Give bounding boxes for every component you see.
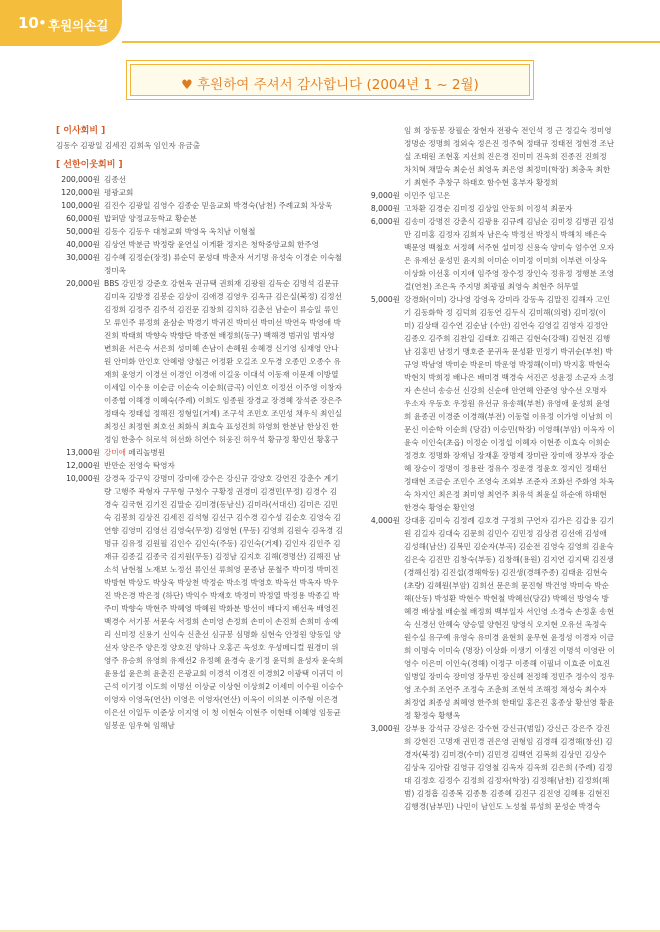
- donor-names: 강부용 강석규 강성은 강수현 강신규(범일) 강신근 강은주 강진희 강현진 고명재 권민경 권은영 권형임 김경해 김경해(창선) 김경자(북정) 김미경(수미) 김민경 김백연 김복희 김상민 김상수 김상옥 김아람 김영규 김영철 김옥자 김옥희 김은희 (주례) 김정대 김정호 김정수 김정희 김정자(학장) 김정해(남천) 김정희(해범) 김정흠 김종복 김종통 김종혜 김진구 김진영 김혜용 김현진 김행경(남부민) 나민이 남인도 노성철 류성희 문성순 박경숙: [404, 724, 613, 811]
- page-title: [131, 73, 529, 93]
- donation-amount: 13,000원: [66, 448, 100, 457]
- donation-amount-blank: [358, 124, 404, 189]
- sponsor-heading: [ 선한이웃회비 ]: [56, 160, 123, 170]
- donation-entry: [358, 215, 616, 293]
- donation-entry: [56, 173, 344, 186]
- board-names: 김동수 김광일 김세진 김희옥 임인자 유금출: [56, 141, 201, 150]
- donation-amount: 60,000원: [66, 214, 100, 223]
- title-text: 후원하여 주셔서 감사합니다 (2004년 1 ~ 2월): [197, 77, 479, 93]
- donor-names: 김수혜 김정순(장정) 류순덕 문성대 박춘자 서기명 유성숙 이경순 이숙철 정미옥: [104, 253, 342, 275]
- page-number: 10: [18, 14, 39, 32]
- donation-entry-continued: [358, 124, 616, 189]
- donation-amount: 6,000원: [370, 217, 400, 226]
- donor-names: 고차환 김경순 김미정 김상일 안동희 이정석 최문자: [404, 204, 573, 213]
- donor-names-rest: 페리놀병원: [126, 448, 166, 457]
- donation-entry: [358, 189, 616, 202]
- donation-entry: [56, 212, 344, 225]
- title-box: [126, 60, 534, 100]
- page-tab: [0, 0, 122, 46]
- donation-entry: [358, 293, 616, 514]
- donation-entry: [56, 238, 344, 251]
- donation-amount: 100,000원: [61, 201, 100, 210]
- donation-entry: [56, 186, 344, 199]
- right-column: [358, 124, 616, 813]
- donation-amount: 200,000원: [61, 175, 100, 184]
- donation-entry: [358, 514, 616, 722]
- donor-names: 강경옥 강구익 강명미 강미애 강수은 강신규 강양호 강연진 강춘수 계기량 고행주 곽형자 구무형 구청수 구황정 권경미 김경민(무정) 김경수 김경숙 김국현 김기진 김말순 김미경(동남신) 김미라(서대신) 김미은 김민숙 김봉희 김상진 김세진 김석형 김선구 김수경 김수성 김순호 김영숙 김연향 김영미 김영선 김영숙(무정) 김영현 (무동) 김영희 김원숙 김옥경 김명규 김유정 김원필 김인수 김인숙(주동) 김인숙(거제) 김인자 김인주 김재규 김종길 김종국 김지원(무동) 김정남 김지호 김해(경명산) 김해진 남소석 남현철 노재보 노정선 류인선 류희영 문종남 문철주 박미정 박미진 박방현 박상도 박상욱 박상천 박정순 박소정 박영호 박옥선 박옥자 박우진 박은경 박은정 (하단) 박익수 박재호 박정미 박정열 박정용 박종길 박주미 박향숙 박현주 박혜영 박혜원 박화분 방선이 배다지 배선옥 배영진 백경수 서기봉 서문숙 서정희 손미영 손정희 손미이 손진희 손희미 송예리 신미정 신용기 신익숙 신춘선 심규봉 심명화 심현숙 안정원 양동일 양선자 양은주 양은정 양호진 양하나 오홍곤 옥성호 우성메디컬 원경미 위영주 유승희 유영희 유재선2 유정혜 윤경숙 윤기정 윤덕희 윤성자 윤숙희 윤용섭 윤은희 윤춘진 은광교회 이경석 이경진 이경희2 이광택 이귀덕 이근석 이기정 이도희 이명선 이상균 이상현 이상희2 이세미 이수원 이승수 이영자 이영옥(연산) 이영은 이영자(연산) 이옥이 이의분 이주형 이은경 이은선 이일두 이준상 이지영 이 청 이현숙 이현주 이현태 이혜영 임동균 임봉운 임우혁 임해남: [104, 474, 344, 730]
- donation-entry: [358, 202, 616, 215]
- donor-names: BBS 강민정 강준호 강현옥 권규택 권희재 김광원 김득순 김명석 김문규 김미옥 김방경 김봉순 김상이 김애경 김영우 김옥규 김은실(북정) 김정선 김정희 김정주 김주석 김진문 김창희 김치하 김춘선 남순이 류승일 류인모 류인주 류정희 윤삼순 박경기 박귀진 박미선 박미선 박연옥 박영애 박진희 박태희 박향숙 박향단 박종현 배정희(동구) 백해경 범귀임 범자영 변희윤 서은숙 서은희 성미혜 손남이 손혜원 송혜경 신기영 심재영 안나원 안미화 안인호 안혜령 양철근 어정환 오길조 오두경 오종민 오종수 유재희 윤영기 이경선 이경인 이경애 이길웅 이대석 이동재 이문재 이방열 이세일 이수용 이순금 이순숙 이순희(금곡) 이인호 이정선 이주영 이창자 이종협 이해경 이혜숙(주례) 이희도 임종원 장경교 장경혜 장석준 장은주 정태숙 정태섭 정해진 정형일(거제) 조구석 조민호 조민성 채우식 최인실 최정신 최정현 최호선 최화식 최효숙 표성진희 하영희 한분남 한상진 한정임 한충수 허로석 허선화 허연수 허웅진 허우석 황규정 황민선 황홍구: [104, 279, 342, 444]
- donor-names: 김진수 김광일 김영수 김종순 믿음교회 박경숙(남천) 주례교회 차상욱: [104, 201, 333, 210]
- donation-amount: 8,000원: [370, 204, 400, 213]
- donor-names: 밥퍼맘 양정교등학교 황순분: [104, 214, 197, 223]
- donation-amount: 10,000원: [66, 474, 100, 483]
- donor-names: 김동수 김동우 대청교회 박영옥 옥치남 이형철: [104, 227, 256, 236]
- donation-entry: [358, 722, 616, 813]
- heart-icon: ♥: [181, 78, 193, 93]
- page-header: [0, 0, 660, 46]
- highlighted-donor: 강미애: [104, 448, 127, 457]
- donation-entry: [56, 277, 344, 446]
- donor-names: 김종선: [104, 175, 127, 184]
- donation-amount: 4,000원: [370, 516, 400, 525]
- donor-names-continued: 임 희 장동봉 장필순 장현자 전광숙 전인석 정 근 정길숙 정미영 정명순 정명희 정외숙 정은진 정주혁 정태규 정태전 정현경 조난실 조태원 조현홍 지선희 진은경 진미미 진옥희 진종진 진희정 차치혁 채말숙 최순선 최영옥 최은영 최정미(학장) 최충옥 최한기 최현주 추창구 하태호 함수현 홍부자 황정희: [404, 126, 615, 187]
- donor-names: [104, 446, 344, 459]
- donation-amount: 5,000원: [370, 295, 400, 304]
- donor-names: 평광교회: [104, 188, 134, 197]
- board-heading: [ 이사회비 ]: [56, 126, 106, 136]
- donor-names: 이민주 임고은: [404, 191, 451, 200]
- donation-entry: [56, 199, 344, 212]
- donation-amount: 9,000원: [370, 191, 400, 200]
- donation-entry: [56, 225, 344, 238]
- donation-amount: 30,000원: [66, 253, 100, 262]
- left-column: [56, 124, 344, 732]
- donor-names: 김상연 박분금 박정랑 윤연실 이게환 정지은 청학중앙교회 한주영: [104, 240, 319, 249]
- donor-names: 김송미 강명진 강춘식 김광용 김규례 김님순 김미정 김병권 김성만 김미홍 김정자 김희자 남은숙 박정선 박정식 박해치 배은숙 백문영 백철호 서정혜 서주현 설미정 신용숙 양미숙 엄수연 오자은 유재선 윤성민 윤지희 이미순 이미정 이미희 이부련 이상옥 이상화 이선홍 이지애 임주영 장수정 장인숙 정유정 정행분 조영걸(연천) 조은옥 주지명 최광필 최영숙 최현주 허무열: [404, 217, 615, 291]
- donation-amount: 120,000원: [61, 188, 100, 197]
- donation-amount: 3,000원: [370, 724, 400, 733]
- donor-names: 강경화(이미) 강나영 강영옥 강미라 강동옥 김말진 김해자 고인기 김동화학 정 김덕희 김동연 김두식 김미해(의령) 김미정(이미) 김상태 김수연 김순남 (수안) 김연숙 김영길 김영자 김정안 김종오 김주희 김찬일 김태호 김해근 김현숙(강해) 김현진 김행남 김홍빈 남정기 맹호준 문귀옥 문성환 민정기 박귀순(부천) 박규영 박남영 박미순 박운미 박운영 박정해(이미) 박지홍 박현숙 박현치 박희정 배나은 배미경 백경숙 서진곤 성윤정 소군자 소정자 손선녀 송승선 신강희 신순애 안연혜 안준영 양수선 오명자 우소자 우동호 우정원 유선규 유송해(부천) 유영애 윤성희 윤영희 윤종권 이경준 이경해(부전) 이동렬 이유정 이가영 이남희 이문신 이순학 이순희 (당감) 이승민(학장) 이영해(부암) 이옥자 이윤숙 이인숙(초읍) 이정순 이정섭 이혜자 이현종 이효숙 이희순 정경호 정명화 장재님 장재훈 장명제 장미란 장미애 장부자 장순혜 장승이 정명이 정용란 정유수 정운경 정윤호 정지인 정태선 정태현 조금순 조민수 조영숙 조외부 조준자 조화선 주화영 차옥숙 차지인 최은정 최미영 최연주 최유석 최윤실 하순애 하태현 한경숙 황영순 황인영: [404, 295, 615, 512]
- header-dot: •: [38, 14, 47, 32]
- header-rule: [122, 41, 660, 43]
- donation-entry: [56, 251, 344, 277]
- donation-entry: [56, 459, 344, 472]
- donation-amount: 20,000원: [66, 279, 100, 288]
- donor-names: 반만순 전영숙 탁영자: [104, 461, 175, 470]
- donation-amount: 50,000원: [66, 227, 100, 236]
- donation-entry: [56, 472, 344, 732]
- section-name: 후원의손길: [48, 18, 109, 33]
- donation-amount: 12,000원: [66, 461, 100, 470]
- donation-amount: 40,000원: [66, 240, 100, 249]
- title-box-inner: [130, 64, 530, 96]
- donor-names: 강대흥 김미숙 김정례 김호경 구정희 구연자 김가은 김갑용 김기원 김길자 김대숙 김문희 김민수 김민정 김상겸 김선애 김성애 김성해(남산) 김복민 김순자(부곡) 김순전 김영숙 김영희 김윤숙 김은숙 김진만 김창숙(부동) 김창해(용원) 김지연 김지택 김진생(경해신정) 김진섭(경해학동) 김진생(경해주종) 김태윤 김현숙(초량) 김혜원(부암) 김희선 문은희 문진형 박건영 박미숙 박순해(산동) 박성환 박현수 박현철 박혜선(당감) 박혜선 방영숙 방혜경 배상철 배순철 배정희 백부일자 서인영 소경숙 손정훈 송현숙 신경선 안혜숙 양승열 양현진 양영식 오지현 오유선 옥정숙 원수실 유구예 유영숙 유미경 윤현희 윤무현 윤정성 이경자 이금희 이명숙 이미숙 (명장) 이상화 이생기 이생진 이명석 이영란 이영수 이은미 이인숙(경해) 이정구 이종해 이필녀 이효준 이효진 임병일 장미숙 장미영 장무빈 장신혜 전정해 정민주 정수익 정우영 조수희 조연주 조정숙 조춘희 조현석 조해정 채성숙 최수자 최정엽 최종성 최혜영 한주희 한태일 홍은진 홍종상 황선영 황윤정 황정숙 황행옥: [404, 516, 616, 720]
- donation-entry: [56, 446, 344, 459]
